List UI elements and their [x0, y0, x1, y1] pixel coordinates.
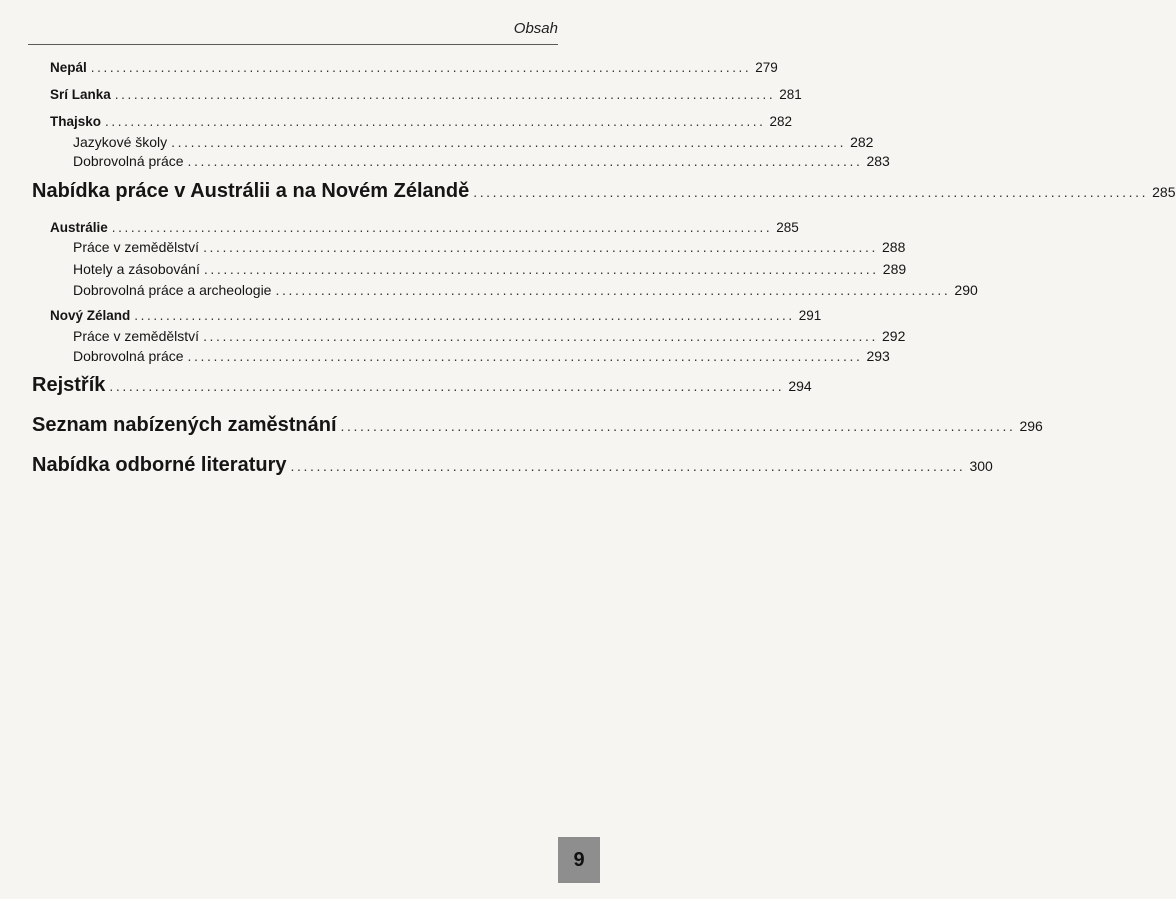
- dot-leader: ........................................................................................................: [111, 220, 773, 235]
- toc-entry-page: 282: [850, 134, 874, 150]
- toc-chapter-page: 296: [1019, 418, 1043, 434]
- toc-entry-australie[interactable]: [50, 220, 799, 235]
- toc-chapter-label: Seznam nabízených zaměstnání: [32, 414, 337, 436]
- toc-entry-label: Austrálie: [50, 220, 108, 235]
- toc-entry-page: 283: [866, 153, 890, 169]
- toc-entry-nepal[interactable]: [50, 60, 778, 75]
- dot-leader: ........................................................................................................: [187, 153, 863, 169]
- toc-entry-page: 292: [882, 328, 906, 344]
- running-header: [28, 20, 558, 45]
- toc-entry-label: Srí Lanka: [50, 87, 111, 102]
- toc-entry-page: 289: [882, 261, 907, 277]
- toc-chapter-label: Rejstřík: [32, 374, 106, 396]
- toc-entry-label: Nepál: [50, 60, 87, 75]
- header-section-title: Obsah: [513, 20, 558, 37]
- toc-entry-hotely-zasobovani[interactable]: [73, 261, 907, 277]
- toc-chapter-label: Nabídka odborné literatury: [32, 454, 287, 476]
- toc-chapter-rejstrik[interactable]: [32, 374, 812, 397]
- toc-entry-novy-zeland[interactable]: [50, 308, 822, 323]
- toc-entry-label: Dobrovolná práce a archeologie: [73, 282, 272, 298]
- toc-entry-label: Dobrovolná práce: [73, 348, 184, 364]
- toc-entry-page: 293: [866, 348, 890, 364]
- toc-entry-page: 285: [776, 220, 799, 235]
- page-number-tab: [558, 837, 600, 883]
- toc-entry-page: 279: [755, 60, 778, 75]
- toc-entry-sri-lanka[interactable]: [50, 87, 802, 102]
- toc-entry-dobrovolna-prace-nz[interactable]: [73, 348, 890, 364]
- toc-chapter-page: 300: [969, 458, 993, 474]
- toc-entry-page: 282: [769, 114, 793, 129]
- toc-entry-label: Thajsko: [50, 114, 102, 129]
- dot-leader: ........................................................................................................: [340, 418, 1016, 434]
- dot-leader: ........................................................................................................: [171, 134, 847, 150]
- toc-entry-label: Dobrovolná práce: [73, 153, 184, 169]
- toc-entry-prace-zemedelstvi-nz[interactable]: [73, 328, 906, 344]
- dot-leader: ........................................................................................................: [134, 308, 795, 323]
- toc-chapter-page: 285: [1152, 184, 1176, 200]
- dot-leader: ........................................................................................................: [203, 261, 879, 277]
- toc-entry-dobrovolna-prace-thajsko[interactable]: [73, 153, 890, 169]
- dot-leader: ........................................................................................................: [275, 282, 951, 298]
- toc-entry-jazykove-skoly[interactable]: [73, 134, 874, 150]
- dot-leader: ........................................................................................................: [109, 378, 785, 394]
- page-number: 9: [573, 848, 585, 871]
- toc-entry-label: Práce v zemědělství: [73, 328, 200, 344]
- dot-leader: ........................................................................................................: [90, 60, 752, 75]
- toc-entry-prace-zemedelstvi-au[interactable]: [73, 239, 906, 255]
- toc-entry-label: Hotely a zásobování: [73, 261, 200, 277]
- dot-leader: ........................................................................................................: [203, 239, 878, 255]
- toc-entry-page: 281: [779, 87, 802, 102]
- dot-leader: ........................................................................................................: [203, 328, 878, 344]
- dot-leader: ........................................................................................................: [290, 458, 966, 474]
- toc-entry-dobrovolna-prace-archeologie[interactable]: [73, 282, 978, 298]
- toc-chapter-seznam-zamestnani[interactable]: [32, 414, 1043, 437]
- dot-leader: ........................................................................................................: [114, 87, 776, 102]
- toc-entry-page: 288: [882, 239, 906, 255]
- toc-entry-thajsko[interactable]: [50, 114, 793, 129]
- toc-entry-label: Nový Zéland: [50, 308, 131, 323]
- dot-leader: ........................................................................................................: [105, 114, 766, 129]
- dot-leader: ........................................................................................................: [187, 348, 863, 364]
- toc-entry-label: Práce v zemědělství: [73, 239, 200, 255]
- dot-leader: ........................................................................................................: [473, 184, 1149, 200]
- toc-entry-label: Jazykové školy: [73, 134, 168, 150]
- toc-chapter-page: 294: [788, 378, 812, 394]
- toc-chapter-australie-zeland[interactable]: [32, 180, 1176, 203]
- toc-entry-page: 291: [798, 308, 822, 323]
- toc-entry-page: 290: [954, 282, 978, 298]
- toc-chapter-odborna-literatura[interactable]: [32, 454, 993, 477]
- toc-chapter-label: Nabídka práce v Austrálii a na Novém Zélandě: [32, 180, 470, 202]
